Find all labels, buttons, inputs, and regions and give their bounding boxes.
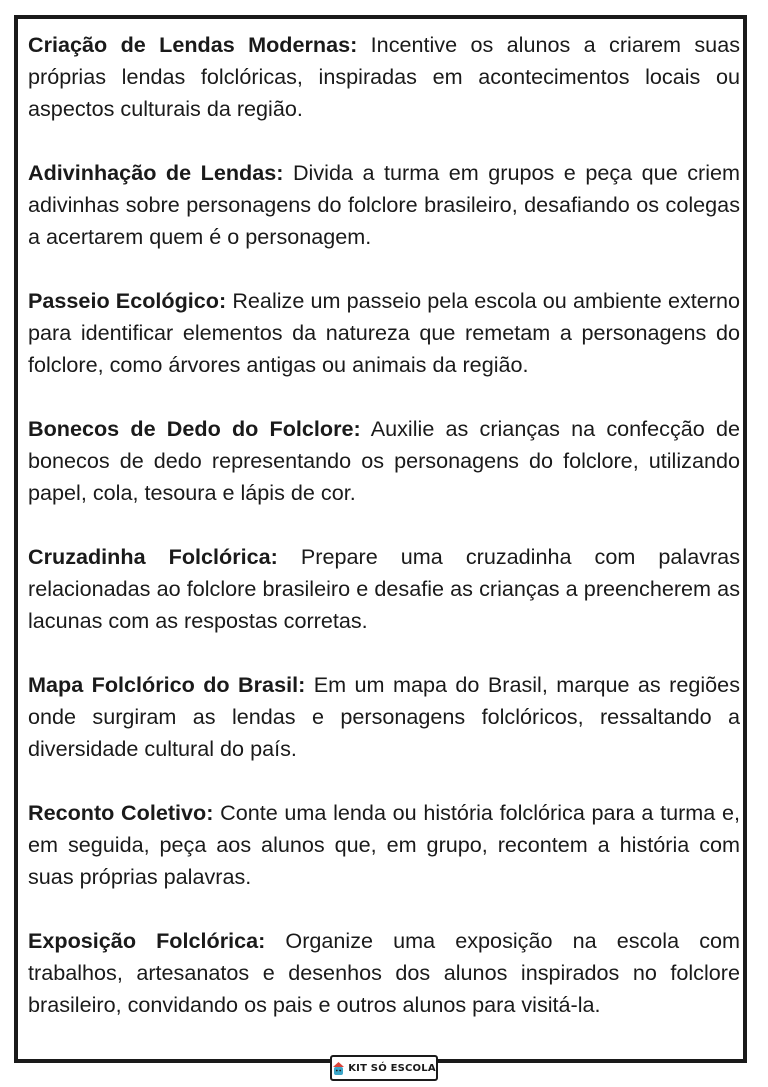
activity-item-mapa-folclorico [28, 669, 740, 765]
activity-title: Exposição Folclórica: [28, 928, 266, 953]
activity-item-exposicao-folclorica [28, 925, 740, 1021]
activity-text: Conte uma lenda ou história folclórica para a turma e, em seguida, peça aos alunos que, em grupo, recontem a história com suas próprias palavras. [28, 800, 740, 889]
kit-so-escola-logo-icon [332, 1061, 345, 1076]
activity-item-lendas-modernas [28, 29, 740, 125]
activity-text: Em um mapa do Brasil, marque as regiões onde surgiram as lendas e personagens folclóricos, ressaltando a diversidade cultural do país. [28, 672, 740, 761]
activity-text: Organize uma exposição na escola com trabalhos, artesanatos e desenhos dos alunos inspirados no folclore brasileiro, convidando os pais e outros alunos para visitá-la. [28, 928, 741, 1017]
activity-title: Adivinhação de Lendas: [28, 160, 284, 185]
activity-text: Incentive os alunos a criarem suas próprias lendas folclóricas, inspiradas em acontecimentos locais ou aspectos culturais da região. [28, 32, 740, 121]
activity-title: Reconto Coletivo: [28, 800, 214, 825]
footer-brand-text: KIT SÓ ESCOLA [348, 1062, 436, 1074]
activity-title: Passeio Ecológico: [28, 288, 227, 313]
activity-list [28, 29, 740, 1053]
activity-title: Criação de Lendas Modernas: [28, 32, 358, 57]
activity-item-bonecos-de-dedo [28, 413, 740, 509]
activity-title: Mapa Folclórico do Brasil: [28, 672, 306, 697]
activity-title: Bonecos de Dedo do Folclore: [28, 416, 361, 441]
activity-text: Prepare uma cruzadinha com palavras relacionadas ao folclore brasileiro e desafie as crianças a preencherem as lacunas com as respostas corretas. [28, 544, 740, 633]
activity-item-passeio-ecologico [28, 285, 740, 381]
activity-text: Divida a turma em grupos e peça que criem adivinhas sobre personagens do folclore brasileiro, desafiando os colegas a acertarem quem é o personagem. [28, 160, 741, 249]
activity-title: Cruzadinha Folclórica: [28, 544, 278, 569]
activity-text: Auxilie as crianças na confecção de bonecos de dedo representando os personagens do folclore, utilizando papel, cola, tesoura e lápis de cor. [28, 416, 740, 505]
kit-so-escola-badge [330, 1055, 438, 1081]
activity-item-cruzadinha [28, 541, 740, 637]
activity-item-adivinhacao [28, 157, 740, 253]
activity-text: Realize um passeio pela escola ou ambiente externo para identificar elementos da natureza que remetam a personagens do folclore, como árvores antigas ou animais da região. [28, 288, 740, 377]
activity-item-reconto-coletivo [28, 797, 740, 893]
